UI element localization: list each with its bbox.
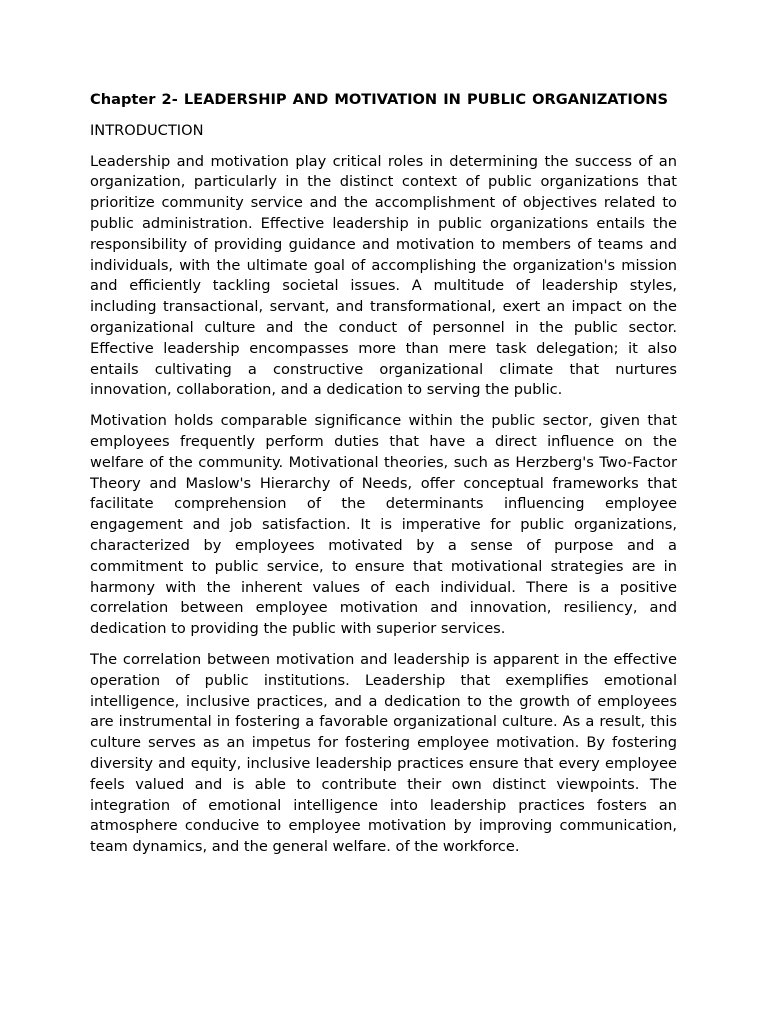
paragraph-3: The correlation between motivation and leadership is apparent in the effective operation of public institutions. Leadership that exemplifies emotional intelligence, inclusive practices, and a dedication to the growth of employees are instrumental in fostering a favorable organizational culture. As a result, this culture serves as an impetus for fostering employee motivation. By fostering diversity and equity, inclusive leadership practices ensure that every employee feels valued and is able to contribute their own distinct viewpoints. The integration of emotional intelligence into leadership practices fosters an atmosphere conducive to employee motivation by improving communication, team dynamics, and the general welfare. of the workforce. (90, 650, 677, 856)
chapter-title: Chapter 2- LEADERSHIP AND MOTIVATION IN PUBLIC ORGANIZATIONS (90, 91, 668, 108)
document-page (90, 90, 677, 868)
section-heading: INTRODUCTION (90, 121, 204, 139)
paragraph-2: Motivation holds comparable significance within the public sector, given that employees frequently perform duties that have a direct influence on the welfare of the community. Motivational theories, such as Herzberg's Two-Factor Theory and Maslow's Hierarchy of Needs, offer conceptual frameworks that facilitate comprehension of the determinants influencing employee engagement and job satisfaction. It is imperative for public organizations, characterized by employees motivated by a sense of purpose and a commitment to public service, to ensure that motivational strategies are in harmony with the inherent values of each individual. There is a positive correlation between employee motivation and innovation, resiliency, and dedication to providing the public with superior services. (90, 412, 677, 638)
paragraph-1: Leadership and motivation play critical roles in determining the success of an organization, particularly in the distinct context of public organizations that prioritize community service and the accomplishment of objectives related to public administration. Effective leadership in public organizations entails the responsibility of providing guidance and motivation to members of teams and individuals, with the ultimate goal of accomplishing the organization's mission and efficiently tackling societal issues. A multitude of leadership styles, including transactional, servant, and transformational, exert an impact on the organizational culture and the conduct of personnel in the public sector. Effective leadership encompasses more than mere task delegation; it also entails cultivating a constructive organizational climate that nurtures innovation, collaboration, and a dedication to serving the public. (90, 152, 677, 399)
